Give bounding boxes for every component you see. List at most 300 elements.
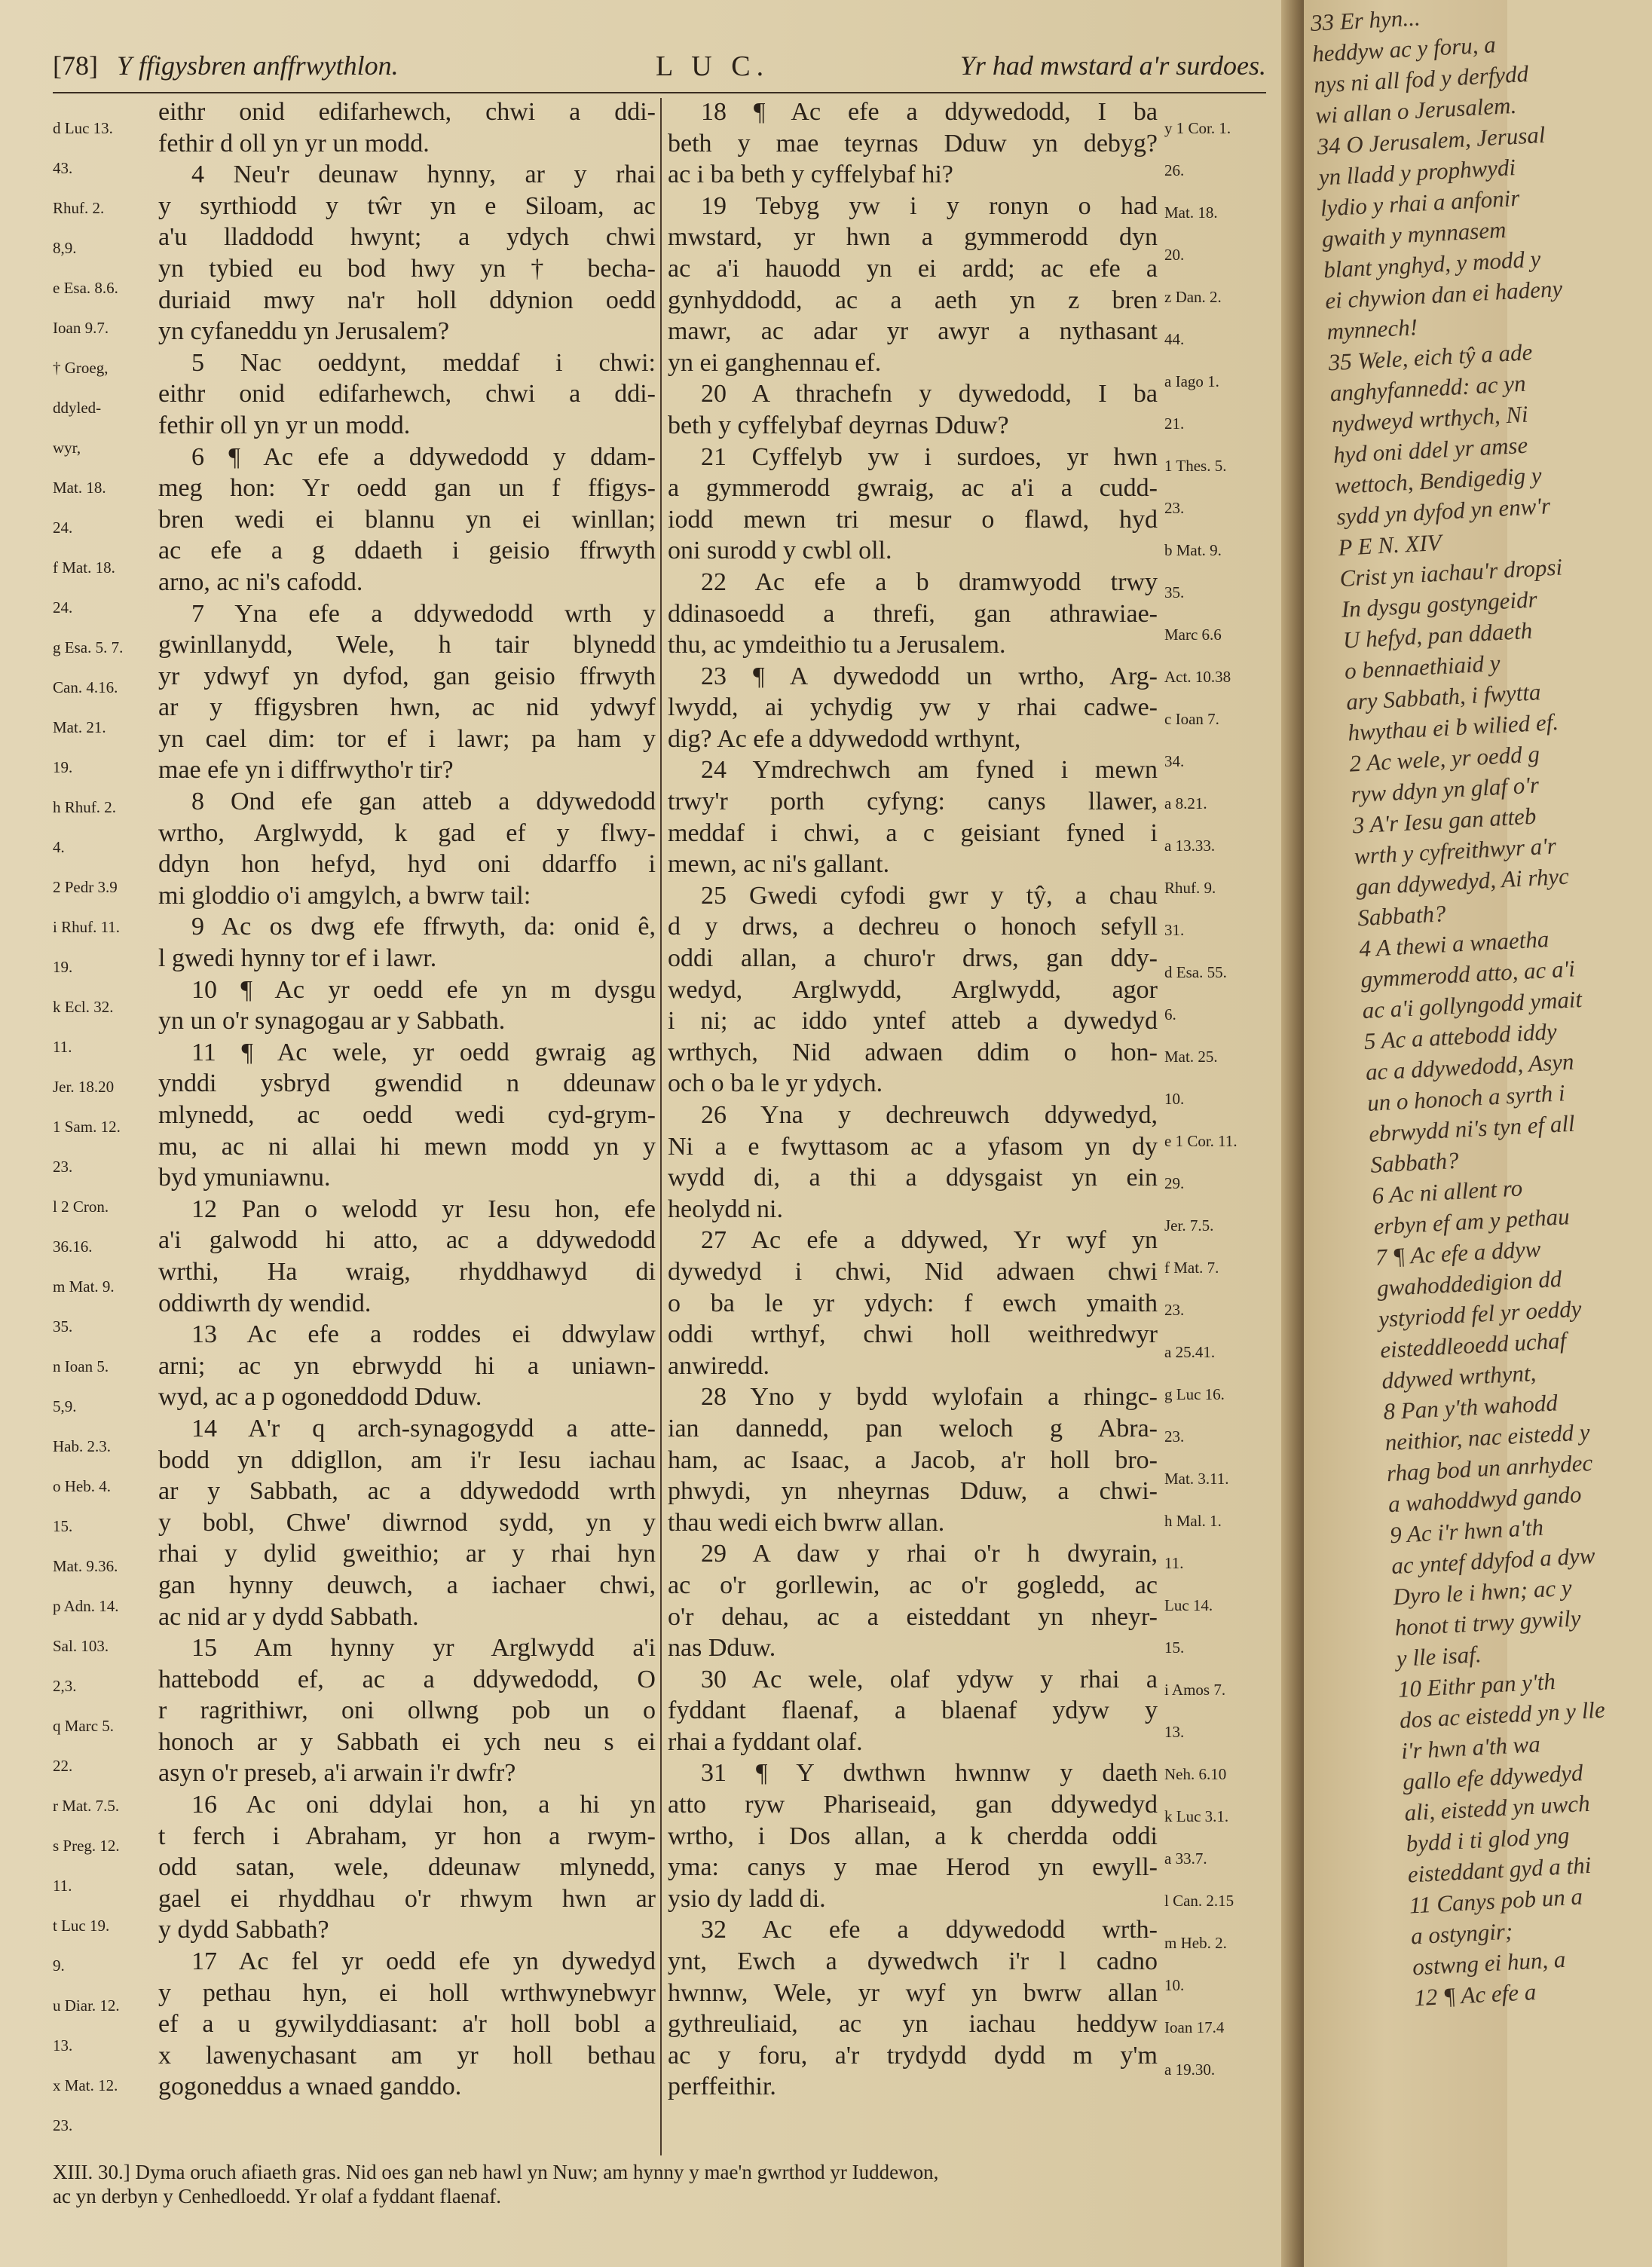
margin-reference: e 1 Cor. 11. xyxy=(1164,1132,1237,1150)
verse-line: ar y Sabbath, ac a ddywedodd wrth xyxy=(158,1477,656,1506)
facing-page-line: yn lladd y prophwydi xyxy=(1317,154,1516,191)
margin-reference: 6. xyxy=(1164,1005,1176,1023)
margin-reference: 43. xyxy=(53,159,73,177)
verse-line: ddinasoedd a threfi, gan athrawiae- xyxy=(668,599,1158,628)
facing-page-line: 9 Ac i'r hwn a'th xyxy=(1389,1513,1544,1549)
margin-reference: i Amos 7. xyxy=(1164,1681,1226,1699)
verse-line: asyn o'r preseb, a'i arwain i'r dwfr? xyxy=(158,1759,516,1788)
verse-line: oni surodd y cwbl oll. xyxy=(668,537,892,565)
margin-reference: d Luc 13. xyxy=(53,119,113,137)
verse-line: 8 Ond efe gan atteb a ddywedodd xyxy=(191,788,656,816)
facing-page-line: ei chywion dan ei hadeny xyxy=(1324,275,1563,314)
margin-reference: Sal. 103. xyxy=(53,1637,109,1655)
margin-reference: s Preg. 12. xyxy=(53,1837,120,1855)
margin-reference: 29. xyxy=(1164,1174,1185,1192)
facing-page-line: 11 Canys pob un a xyxy=(1409,1883,1583,1919)
margin-reference: b Mat. 9. xyxy=(1164,541,1222,559)
margin-reference: Mat. 9.36. xyxy=(53,1557,118,1575)
verse-line: ar y ffigysbren hwn, ac nid ydwyf xyxy=(158,693,656,722)
facing-page-line: 33 Er hyn... xyxy=(1310,4,1421,36)
verse-line: gynhyddodd, ac a aeth yn z bren xyxy=(668,286,1158,314)
facing-page-line: mynnech! xyxy=(1326,314,1418,345)
margin-reference: h Mal. 1. xyxy=(1164,1512,1222,1530)
verse-line: 12 Pan o welodd yr Iesu hon, efe xyxy=(191,1195,656,1223)
verse-line: bren wedi ei blannu yn ei winllan; xyxy=(158,505,656,534)
margin-reference: 26. xyxy=(1164,161,1185,179)
verse-line: rhai a fyddant olaf. xyxy=(668,1727,863,1756)
margin-reference: 24. xyxy=(53,519,73,537)
verse-line: mwstard, yr hwn a gymmerodd dyn xyxy=(668,223,1158,252)
verse-line: wyd, ac a p ogoneddodd Dduw. xyxy=(158,1383,482,1412)
facing-page-line: hyd oni ddel yr amse xyxy=(1332,431,1528,469)
margin-reference: Rhuf. 9. xyxy=(1164,879,1216,897)
verse-line: meddaf i chwi, a c geisiant fyned i xyxy=(668,818,1158,847)
facing-page-line: wrth y cyfreithwyr a'r xyxy=(1354,832,1557,870)
verse-line: x lawenychasant am yr holl bethau xyxy=(158,2041,656,2070)
left-text-column xyxy=(158,96,656,2103)
footnote xyxy=(53,2160,1266,2208)
facing-page-line: dos ac eistedd yn y lle xyxy=(1399,1696,1606,1733)
margin-reference: 11. xyxy=(53,1877,72,1895)
margin-reference: t Luc 19. xyxy=(53,1917,110,1935)
facing-page-text xyxy=(1310,0,1652,2013)
facing-page-line: 3 A'r Iesu gan atteb xyxy=(1351,802,1537,839)
facing-page-line: 4 A thewi a wnaetha xyxy=(1358,925,1550,962)
verse-line: 17 Ac fel yr oedd efe yn dywedyd xyxy=(191,1947,656,1976)
margin-reference: f Mat. 18. xyxy=(53,558,115,577)
verse-line: 9 Ac os dwg efe ffrwyth, da: onid ê, xyxy=(191,913,656,941)
verse-line: 5 Nac oeddynt, meddaf i chwi: xyxy=(191,348,656,377)
facing-page-line: 5 Ac a attebodd iddy xyxy=(1363,1017,1558,1055)
facing-page-line: gan ddywedyd, Ai rhyc xyxy=(1355,862,1570,901)
facing-page-line: Sabbath? xyxy=(1369,1146,1460,1178)
facing-page-line: Crist yn iachau'r dropsi xyxy=(1338,553,1563,592)
verse-line: gan hynny deuwch, a iachaer chwi, xyxy=(158,1571,656,1599)
verse-line: t ferch i Abraham, yr hon a rwym- xyxy=(158,1822,656,1850)
facing-page-line: ary Sabbath, i fwytta xyxy=(1345,678,1542,715)
margin-reference: Act. 10.38 xyxy=(1164,668,1231,686)
verse-line: atto ryw Phariseaid, gan ddywedyd xyxy=(668,1791,1158,1819)
facing-page-line: a wahoddwyd gando xyxy=(1387,1480,1583,1518)
verse-line: eithr onid edifarhewch, chwi a ddi- xyxy=(158,98,656,126)
margin-reference: Can. 4.16. xyxy=(53,678,118,696)
margin-reference: Mat. 3.11. xyxy=(1164,1470,1229,1488)
verse-line: mi gloddio o'i amgylch, a bwrw tail: xyxy=(158,881,531,910)
footnote-line-1: XIII. 30.] Dyma oruch afiaeth gras. Nid oes gan neb hawl yn Nuw; am hynny y mae'n gwrthod yr Iuddewon, xyxy=(53,2161,939,2183)
facing-page-line: 2 Ac wele, yr oedd g xyxy=(1348,740,1540,777)
margin-reference: q Marc 5. xyxy=(53,1717,115,1735)
facing-page-line: nys ni all fod y derfydd xyxy=(1313,60,1529,98)
verse-line: eithr onid edifarhewch, chwi a ddi- xyxy=(158,380,656,408)
margin-reference: c Ioan 7. xyxy=(1164,710,1219,728)
facing-page-line: ddywed wrthynt, xyxy=(1381,1359,1537,1394)
facing-page-line: neithior, nac eistedd y xyxy=(1384,1418,1591,1456)
margin-reference: l Can. 2.15 xyxy=(1164,1892,1234,1910)
verse-line: wrthych, Nid adwaen ddim o hon- xyxy=(668,1038,1158,1066)
verse-line: 10 ¶ Ac yr oedd efe yn m dysgu xyxy=(191,975,656,1004)
facing-page-line: 7 ¶ Ac efe a ddyw xyxy=(1374,1235,1542,1271)
margin-reference: 15. xyxy=(53,1517,73,1535)
facing-page-line: U hefyd, pan ddaeth xyxy=(1342,616,1533,653)
running-header xyxy=(53,44,1266,89)
margin-reference: k Luc 3.1. xyxy=(1164,1807,1229,1825)
verse-line: 31 ¶ Y dwthwn hwnnw y daeth xyxy=(701,1759,1158,1788)
facing-page-line: hwythau ei b wilied ef. xyxy=(1347,708,1559,746)
verse-line: 28 Yno y bydd wylofain a rhingc- xyxy=(701,1383,1158,1412)
facing-page-line: gwaith y mynnasem xyxy=(1321,216,1507,252)
verse-line: yma: canys y mae Herod yn ewyll- xyxy=(668,1853,1158,1882)
verse-line: ynddi ysbryd gwendid n ddeunaw xyxy=(158,1069,656,1098)
facing-page-line: ac a ddywedodd, Asyn xyxy=(1365,1048,1575,1086)
margin-reference: y 1 Cor. 1. xyxy=(1164,119,1231,137)
margin-reference: g Esa. 5. 7. xyxy=(53,638,124,656)
margin-reference: a 8.21. xyxy=(1164,794,1207,812)
verse-line: 7 Yna efe a ddywedodd wrth y xyxy=(191,599,656,628)
facing-page-line: o bennaethiaid y xyxy=(1344,650,1501,684)
margin-reference: † Groeg, xyxy=(53,359,109,377)
facing-page-line: un o honoch a syrth i xyxy=(1366,1079,1566,1116)
verse-line: yn ei ganghennau ef. xyxy=(668,348,882,377)
verse-line: y dydd Sabbath? xyxy=(158,1916,329,1944)
verse-line: 20 A thrachefn y dywedodd, I ba xyxy=(701,380,1158,408)
verse-line: honoch ar y Sabbath ei ych neu s ei xyxy=(158,1727,656,1756)
facing-page-line: gymmerodd atto, ac a'i xyxy=(1360,955,1576,993)
margin-reference: i Rhuf. 11. xyxy=(53,918,121,936)
verse-line: a gymmerodd gwraig, ac a'i a cudd- xyxy=(668,474,1158,503)
verse-line: a'i galwodd hi atto, ac a ddywedodd xyxy=(158,1226,656,1255)
margin-reference: m Mat. 9. xyxy=(53,1277,115,1296)
facing-page-line: ystyriodd fel yr oeddy xyxy=(1378,1295,1583,1332)
verse-line: dywedyd i chwi, Nid adwaen chwi xyxy=(668,1257,1158,1286)
margin-reference: r Mat. 7.5. xyxy=(53,1797,120,1815)
facing-page-line: eisteddleoedd uchaf xyxy=(1379,1326,1567,1363)
verse-line: d y drws, a dechreu o honoch sefyll xyxy=(668,913,1158,941)
margin-reference: 2 Pedr 3.9 xyxy=(53,878,118,896)
verse-line: o'r dehau, ac a eisteddant yn nheyr- xyxy=(668,1602,1158,1631)
margin-reference: Neh. 6.10 xyxy=(1164,1765,1227,1783)
margin-reference: 1 Sam. 12. xyxy=(53,1118,121,1136)
margin-reference: 20. xyxy=(1164,246,1185,264)
margin-reference: f Mat. 7. xyxy=(1164,1259,1219,1277)
verse-line: ac o'r gorllewin, ac o'r gogledd, ac xyxy=(668,1571,1158,1599)
verse-line: thau wedi eich bwrw allan. xyxy=(668,1508,945,1537)
verse-line: perffeithir. xyxy=(668,2073,776,2101)
verse-line: heolydd ni. xyxy=(668,1195,783,1223)
verse-line: ian dannedd, pan weloch g Abra- xyxy=(668,1414,1158,1442)
verse-line: a'u lladdodd hwynt; a ydych chwi xyxy=(158,223,656,252)
facing-page-line: In dysgu gostyngeidr xyxy=(1340,586,1538,623)
verse-line: meg hon: Yr oedd gan un f ffigys- xyxy=(158,474,656,503)
facing-page-line: bydd i ti glod yng xyxy=(1405,1822,1571,1857)
verse-line: wedyd, Arglwydd, Arglwydd, agor xyxy=(668,975,1158,1004)
facing-page-line: gwahoddedigion dd xyxy=(1376,1265,1563,1302)
verse-line: 23 ¶ A dywedodd un wrtho, Arg- xyxy=(701,662,1158,690)
verse-line: gogoneddus a wnaed ganddo. xyxy=(158,2073,462,2101)
margin-reference: 19. xyxy=(53,958,73,976)
facing-page-line: ryw ddyn yn glaf o'r xyxy=(1350,771,1540,808)
verse-line: ac a'i hauodd yn ei ardd; ac efe a xyxy=(668,254,1158,283)
verse-line: arni; ac yn ebrwydd hi a uniawn- xyxy=(158,1351,656,1380)
margin-reference: d Esa. 55. xyxy=(1164,963,1227,981)
verse-line: l gwedi hynny tor ef i lawr. xyxy=(158,944,437,973)
margin-reference: Luc 14. xyxy=(1164,1596,1213,1614)
verse-line: 24 Ymdrechwch am fyned i mewn xyxy=(701,756,1158,785)
verse-line: fethir oll yn yr un modd. xyxy=(158,411,411,439)
margin-reference: 11. xyxy=(1164,1554,1184,1572)
margin-reference: x Mat. 12. xyxy=(53,2076,118,2094)
margin-reference: 13. xyxy=(53,2036,73,2054)
verse-line: 6 ¶ Ac efe a ddywedodd y ddam- xyxy=(191,442,656,471)
facing-page-line: nydweyd wrthych, Ni xyxy=(1331,400,1529,438)
margin-reference: n Ioan 5. xyxy=(53,1357,109,1375)
verse-line: lwydd, ai ychydig yw y rhai cadwe- xyxy=(668,693,1158,722)
facing-page-line: wi allan o Jerusalem. xyxy=(1314,91,1517,129)
margin-reference: 8,9. xyxy=(53,239,77,257)
verse-line: gythreuliaid, ac yn iachau heddyw xyxy=(668,2010,1158,2039)
verse-line: oddi allan, a churo'r drws, gan ddy- xyxy=(668,944,1158,973)
verse-line: beth y cyffelybaf deyrnas Dduw? xyxy=(668,411,1009,439)
verse-line: i ni; ac iddo yntef atteb a dywedyd xyxy=(668,1007,1158,1036)
verse-line: 11 ¶ Ac wele, yr oedd gwraig ag xyxy=(191,1038,656,1066)
margin-reference: 23. xyxy=(1164,1427,1185,1446)
margin-reference: Jer. 7.5. xyxy=(1164,1216,1214,1234)
facing-page-line: rhag bod un anrhydec xyxy=(1386,1449,1594,1487)
margin-reference: 23. xyxy=(53,1158,73,1176)
right-text-column xyxy=(668,96,1158,2103)
verse-line: anwiredd. xyxy=(668,1351,770,1380)
facing-page-line: 12 ¶ Ac efe a xyxy=(1413,1978,1537,2012)
verse-line: ac efe a g ddaeth i geisio ffrwyth xyxy=(158,537,656,565)
verse-line: 14 A'r q arch-synagogydd a atte- xyxy=(191,1414,656,1442)
verse-line: mlynedd, ac oedd wedi cyd-grym- xyxy=(158,1101,656,1129)
margin-reference: 10. xyxy=(1164,1976,1185,1994)
verse-line: gwinllanydd, Wele, h tair blynedd xyxy=(158,631,656,659)
margin-reference: 5,9. xyxy=(53,1397,77,1415)
verse-line: ef a u gywilyddiasant: a'r holl bobl a xyxy=(158,2010,656,2039)
verse-line: ysio dy ladd di. xyxy=(668,1884,826,1913)
verse-line: 4 Neu'r deunaw hynny, ar y rhai xyxy=(191,161,656,189)
verse-line: phwydi, yn nheyrnas Dduw, a chwi- xyxy=(668,1477,1158,1506)
facing-page-line: 10 Eithr pan y'th xyxy=(1397,1668,1556,1703)
margin-reference: 31. xyxy=(1164,921,1185,939)
facing-page-line: heddyw ac y foru, a xyxy=(1311,31,1497,67)
margin-reference: o Heb. 4. xyxy=(53,1477,111,1495)
verse-line: Ni a e fwyttasom ac a yfasom yn dy xyxy=(668,1132,1158,1161)
facing-page-line: i'r hwn a'th wa xyxy=(1400,1730,1541,1764)
verse-line: odd satan, wele, ddeunaw mlynedd, xyxy=(158,1853,656,1882)
margin-reference: 35. xyxy=(53,1317,73,1335)
footnote-line-2: ac yn derbyn y Cenhedloedd. Yr olaf a fyddant flaenaf. xyxy=(53,2185,502,2207)
facing-page-line: ebrwydd ni's tyn ef all xyxy=(1368,1109,1576,1147)
facing-page-line: lydio y rhai a anfonir xyxy=(1320,184,1521,222)
verse-line: wrthi, Ha wraig, rhyddhawyd di xyxy=(158,1257,656,1286)
verse-line: ynt, Ewch a dywedwch i'r l cadno xyxy=(668,1947,1158,1976)
facing-page-line: ac yntef ddyfod a dyw xyxy=(1390,1542,1596,1580)
margin-reference: Jer. 18.20 xyxy=(53,1078,115,1096)
right-running-title: Yr had mwstard a'r surdoes. xyxy=(959,50,1266,81)
verse-line: 19 Tebyg yw i y ronyn o had xyxy=(701,191,1158,220)
facing-page-line: 6 Ac ni allent ro xyxy=(1371,1174,1524,1209)
verse-line: hwnnw, Wele, yr wyf yn bwrw allan xyxy=(668,1978,1158,2007)
margin-reference: h Rhuf. 2. xyxy=(53,798,116,816)
margin-reference: a Iago 1. xyxy=(1164,372,1219,390)
margin-reference: a 13.33. xyxy=(1164,837,1216,855)
facing-page-line: sydd yn dyfod yn enw'r xyxy=(1335,492,1551,531)
verse-line: yn cyfaneddu yn Jerusalem? xyxy=(158,317,450,346)
verse-line: r ragrithiwr, oni ollwng pob un o xyxy=(158,1696,656,1725)
facing-page-line: erbyn ef am y pethau xyxy=(1372,1203,1571,1240)
facing-page-line: Sabbath? xyxy=(1357,900,1447,932)
margin-reference: 9. xyxy=(53,1956,65,1975)
verse-line: fyddant flaenaf, a blaenaf ydyw y xyxy=(668,1696,1158,1725)
verse-line: och o ba le yr ydych. xyxy=(668,1069,883,1098)
verse-line: 18 ¶ Ac efe a ddywedodd, I ba xyxy=(701,98,1158,126)
margin-reference: z Dan. 2. xyxy=(1164,288,1222,306)
margin-reference: Mat. 18. xyxy=(1164,203,1218,222)
margin-reference: 36.16. xyxy=(53,1238,93,1256)
facing-page-line: y lle isaf. xyxy=(1395,1641,1482,1672)
verse-line: hattebodd ef, ac a ddywedodd, O xyxy=(158,1665,656,1693)
margin-reference: 4. xyxy=(53,838,65,856)
margin-reference: Mat. 25. xyxy=(1164,1048,1218,1066)
verse-line: oddi wrthyf, chwi holl weithredwyr xyxy=(668,1320,1158,1349)
margin-reference: 44. xyxy=(1164,330,1185,348)
verse-line: yn un o'r synagogau ar y Sabbath. xyxy=(158,1007,506,1036)
margin-reference: 13. xyxy=(1164,1723,1185,1741)
verse-line: mu, ac ni allai hi mewn modd yn y xyxy=(158,1132,656,1161)
margin-reference: Ioan 17.4 xyxy=(1164,2018,1225,2036)
margin-reference: 1 Thes. 5. xyxy=(1164,457,1227,475)
page-number: [78] xyxy=(53,50,98,81)
verse-line: 29 A daw y rhai o'r h dwyrain, xyxy=(701,1540,1158,1568)
facing-page xyxy=(1304,0,1606,2267)
margin-reference: l 2 Cron. xyxy=(53,1198,109,1216)
verse-line: arno, ac ni's cafodd. xyxy=(158,568,363,596)
verse-line: y pethau hyn, ei holl wrthwynebwyr xyxy=(158,1978,656,2007)
verse-line: beth y mae teyrnas Dduw yn debyg? xyxy=(668,129,1158,158)
margin-reference: 35. xyxy=(1164,583,1185,601)
margin-reference: 21. xyxy=(1164,415,1185,433)
verse-line: wrtho, Arglwydd, k gad ef y flwy- xyxy=(158,818,656,847)
margin-reference: 23. xyxy=(1164,499,1185,517)
verse-line: mewn, ac ni's gallant. xyxy=(668,850,890,879)
left-running-title: Y ffigysbren anffrwythlon. xyxy=(117,50,399,81)
verse-line: 27 Ac efe a ddywed, Yr wyf yn xyxy=(701,1226,1158,1255)
margin-reference: Ioan 9.7. xyxy=(53,319,109,337)
verse-line: 15 Am hynny yr Arglwydd a'i xyxy=(191,1634,656,1663)
verse-line: 30 Ac wele, olaf ydyw y rhai a xyxy=(701,1665,1158,1693)
verse-line: nas Dduw. xyxy=(668,1634,776,1663)
facing-page-line: gallo efe ddywedyd xyxy=(1402,1759,1584,1795)
margin-reference: 15. xyxy=(1164,1638,1185,1657)
margin-reference: 19. xyxy=(53,758,73,776)
verse-line: wrtho, i Dos allan, a k cherdda oddi xyxy=(668,1822,1158,1850)
verse-line: mae efe yn i diffrwytho'r tir? xyxy=(158,756,454,785)
facing-page-line: Dyro le i hwn; ac y xyxy=(1392,1574,1573,1611)
verse-line: byd ymuniawnu. xyxy=(158,1164,331,1192)
facing-page-line: P E N. XIV xyxy=(1337,528,1442,561)
facing-page-line: wettoch, Bendigedig y xyxy=(1334,461,1543,500)
margin-reference: 34. xyxy=(1164,752,1185,770)
margin-reference: a 25.41. xyxy=(1164,1343,1216,1361)
verse-line: rhai y dylid gweithio; ar y rhai hyn xyxy=(158,1540,656,1568)
margin-reference: e Esa. 8.6. xyxy=(53,279,118,297)
verse-line: yn cael dim: tor ef i lawr; pa ham y xyxy=(158,724,656,753)
verse-line: 22 Ac efe a b dramwyodd trwy xyxy=(701,568,1158,596)
verse-line: mawr, ac adar yr awyr a nythasant xyxy=(668,317,1158,346)
verse-line: thu, ac ymdeithio tu a Jerusalem. xyxy=(668,631,1006,659)
verse-line: wydd di, a thi a ddysgaist yn ein xyxy=(668,1164,1158,1192)
margin-reference: a 19.30. xyxy=(1164,2060,1216,2079)
verse-line: 32 Ac efe a ddywedodd wrth- xyxy=(701,1916,1158,1944)
verse-line: fethir d oll yn yr un modd. xyxy=(158,129,430,158)
facing-page-line: ostwng ei hun, a xyxy=(1412,1945,1567,1981)
facing-page-line: blant ynghyd, y modd y xyxy=(1323,245,1542,283)
verse-line: 25 Gwedi cyfodi gwr y tŷ, a chau xyxy=(701,881,1158,910)
verse-line: bodd yn ddigllon, am i'r Iesu iachau xyxy=(158,1446,656,1474)
verse-line: 21 Cyffelyb yw i surdoes, yr hwn xyxy=(701,442,1158,471)
margin-reference: 23. xyxy=(53,2116,73,2134)
verse-line: 26 Yna y dechreuwch ddywedyd, xyxy=(701,1101,1158,1129)
facing-page-line: honot ti trwy gywily xyxy=(1393,1605,1582,1641)
verse-line: duriaid mwy na'r holl ddynion oedd xyxy=(158,286,656,314)
verse-line: ham, ac Isaac, a Jacob, a'r holl bro- xyxy=(668,1446,1158,1474)
facing-page-line: 35 Wele, eich tŷ a ade xyxy=(1327,338,1534,376)
margin-reference: 22. xyxy=(53,1757,73,1775)
facing-page-line: ac a'i gollyngodd ymait xyxy=(1361,985,1583,1024)
facing-page-line: 34 O Jerusalem, Jerusal xyxy=(1316,121,1546,160)
margin-reference: 24. xyxy=(53,598,73,616)
book-gutter xyxy=(1281,0,1304,2267)
verse-line: yn tybied eu bod hwy yn † becha- xyxy=(158,254,656,283)
margin-reference: wyr, xyxy=(53,439,81,457)
verse-line: yr ydwyf yn dyfod, gan geisio ffrwyth xyxy=(158,662,656,690)
verse-line: y syrthiodd y tŵr yn e Siloam, ac xyxy=(158,191,656,220)
verse-line: oddiwrth dy wendid. xyxy=(158,1289,372,1317)
margin-reference: ddyled- xyxy=(53,399,102,417)
margin-reference: m Heb. 2. xyxy=(1164,1934,1227,1952)
verse-line: trwy'r porth cyfyng: canys llawer, xyxy=(668,788,1158,816)
margin-reference: 23. xyxy=(1164,1301,1185,1319)
verse-line: ac y foru, a'r trydydd dydd m y'm xyxy=(668,2041,1158,2070)
verse-line: 13 Ac efe a roddes ei ddwylaw xyxy=(191,1320,656,1349)
margin-reference: 10. xyxy=(1164,1090,1185,1108)
verse-line: ddyn hon hefyd, hyd oni ddarffo i xyxy=(158,850,656,879)
margin-reference: u Diar. 12. xyxy=(53,1996,120,2015)
facing-page-line: a ostyngir; xyxy=(1410,1917,1514,1950)
margin-reference: 2,3. xyxy=(53,1677,77,1695)
verse-line: ac i ba beth y cyffelybaf hi? xyxy=(668,161,953,189)
facing-page-line: anghyfannedd: ac yn xyxy=(1329,369,1527,407)
margin-reference: g Luc 16. xyxy=(1164,1385,1225,1403)
margin-reference: p Adn. 14. xyxy=(53,1597,119,1615)
book-title: L U C. xyxy=(656,50,770,82)
margin-reference: Rhuf. 2. xyxy=(53,199,105,217)
margin-reference: Mat. 21. xyxy=(53,718,106,736)
facing-page-line: 8 Pan y'th wahodd xyxy=(1382,1389,1559,1425)
verse-line: dig? Ac efe a ddywedodd wrthynt, xyxy=(668,724,1021,753)
facing-page-line: eisteddant gyd a thi xyxy=(1406,1851,1592,1888)
column-divider xyxy=(660,98,662,2155)
verse-line: y bobl, Chwe' diwrnod sydd, yn y xyxy=(158,1508,656,1537)
margin-reference: Mat. 18. xyxy=(53,479,106,497)
header-rule xyxy=(53,92,1266,93)
verse-line: gael ei rhyddhau o'r rhwym hwn ar xyxy=(158,1884,656,1913)
verse-line: o ba le yr ydych: f ewch ymaith xyxy=(668,1289,1158,1317)
verse-line: ac nid ar y dydd Sabbath. xyxy=(158,1602,419,1631)
facing-page-line: ali, eistedd yn uwch xyxy=(1403,1789,1591,1826)
verse-line: 16 Ac oni ddylai hon, a hi yn xyxy=(191,1791,656,1819)
